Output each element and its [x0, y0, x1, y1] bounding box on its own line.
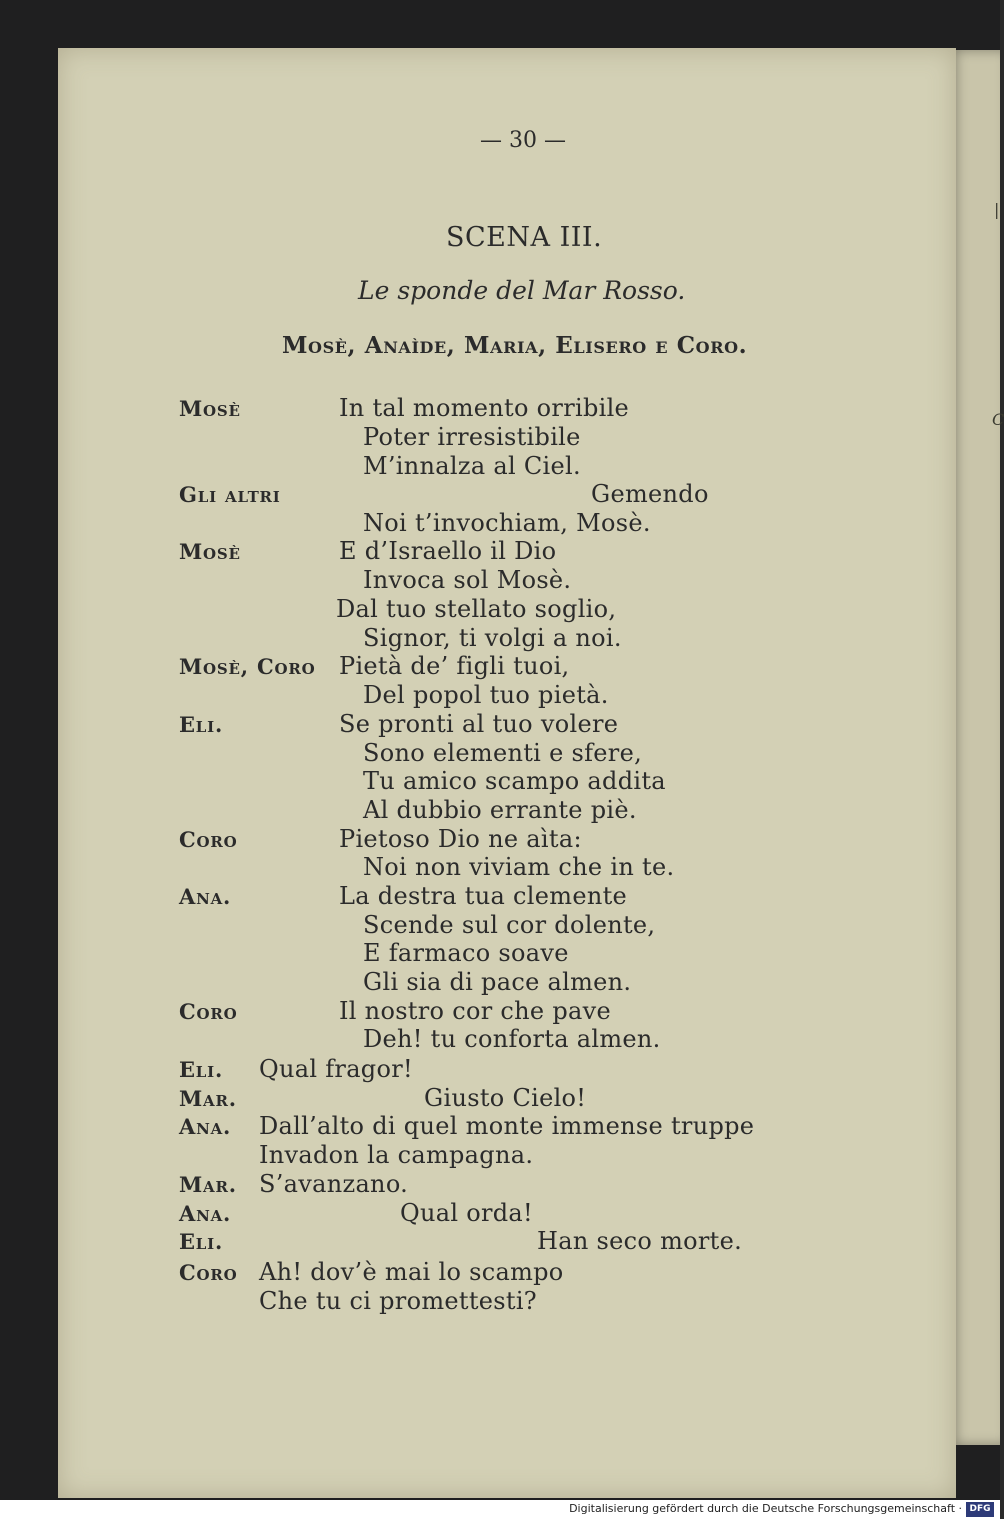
verse-line: Che tu ci promettesti?: [259, 1287, 537, 1315]
speaker-label: Eli.: [179, 1057, 224, 1082]
speaker-label: Gli altri: [179, 482, 281, 507]
speaker-label: Mosè, Coro: [179, 654, 316, 679]
verse-line: Ah! dov’è mai lo scampo: [259, 1258, 564, 1286]
speaker-label: Mar.: [179, 1172, 237, 1197]
verse-line: La destra tua clemente: [339, 882, 628, 910]
verse-line: Giusto Cielo!: [424, 1084, 587, 1112]
edge-mark: C: [992, 410, 1004, 429]
verse-line: In tal momento orribile: [339, 394, 630, 422]
verse-line: Qual orda!: [400, 1199, 533, 1227]
verse-line: Se pronti al tuo volere: [339, 710, 619, 738]
verse-line: Noi non viviam che in te.: [363, 853, 675, 881]
verse-line: Gemendo: [591, 480, 709, 508]
edge-mark: |: [994, 200, 1000, 219]
verse-line: Pietà de’ figli tuoi,: [339, 652, 570, 680]
speaker-label: Mosè: [179, 539, 241, 564]
digitization-footer: [0, 1500, 1000, 1519]
verse-line: Sono elementi e sfere,: [363, 739, 643, 767]
speaker-label: Eli.: [179, 712, 224, 737]
verse-line: Noi t’invochiam, Mosè.: [363, 509, 651, 537]
verse-line: Dal tuo stellato soglio,: [336, 595, 617, 623]
speaker-label: Mosè: [179, 396, 241, 421]
speaker-label: Coro: [179, 999, 238, 1024]
footer-credit: Digitalisierung gefördert durch die Deutsche Forschungsgemeinschaft ·: [569, 1502, 962, 1515]
verse-line: Dall’alto di quel monte immense truppe: [259, 1112, 755, 1140]
scene-setting: Le sponde del Mar Rosso.: [358, 276, 686, 305]
verse-line: Signor, ti volgi a noi.: [363, 624, 622, 652]
verse-line: Gli sia di pace almen.: [363, 968, 632, 996]
speaker-label: Eli.: [179, 1229, 224, 1254]
speaker-label: Mar.: [179, 1086, 237, 1111]
verse-line: E farmaco soave: [363, 939, 569, 967]
scene-title: SCENA III.: [446, 222, 603, 253]
verse-line: Tu amico scampo addita: [363, 767, 666, 795]
verse-line: Scende sul cor dolente,: [363, 911, 656, 939]
verse-line: Del popol tuo pietà.: [363, 681, 609, 709]
verse-line: Han seco morte.: [537, 1227, 743, 1255]
page-number: — 30 —: [480, 128, 566, 153]
verse-line: S’avanzano.: [259, 1170, 409, 1198]
speaker-label: Coro: [179, 827, 238, 852]
verse-line: Pietoso Dio ne aìta:: [339, 825, 582, 853]
verse-line: M’innalza al Ciel.: [363, 452, 581, 480]
verse-line: Poter irresistibile: [363, 423, 581, 451]
speaker-label: Ana.: [179, 1114, 232, 1139]
speaker-label: Ana.: [179, 884, 232, 909]
character-list: Mosè, Anaìde, Maria, Elisero e Coro.: [282, 332, 748, 359]
verse-line: Al dubbio errante piè.: [363, 796, 637, 824]
verse-line: Invadon la campagna.: [259, 1141, 534, 1169]
speaker-label: Coro: [179, 1260, 238, 1285]
dfg-logo: DFG: [966, 1502, 994, 1517]
verse-line: E d’Israello il Dio: [339, 537, 557, 565]
verse-line: Qual fragor!: [259, 1055, 413, 1083]
speaker-label: Ana.: [179, 1201, 232, 1226]
verse-line: Il nostro cor che pave: [339, 997, 611, 1025]
verse-line: Deh! tu conforta almen.: [363, 1025, 661, 1053]
verse-line: Invoca sol Mosè.: [363, 566, 572, 594]
